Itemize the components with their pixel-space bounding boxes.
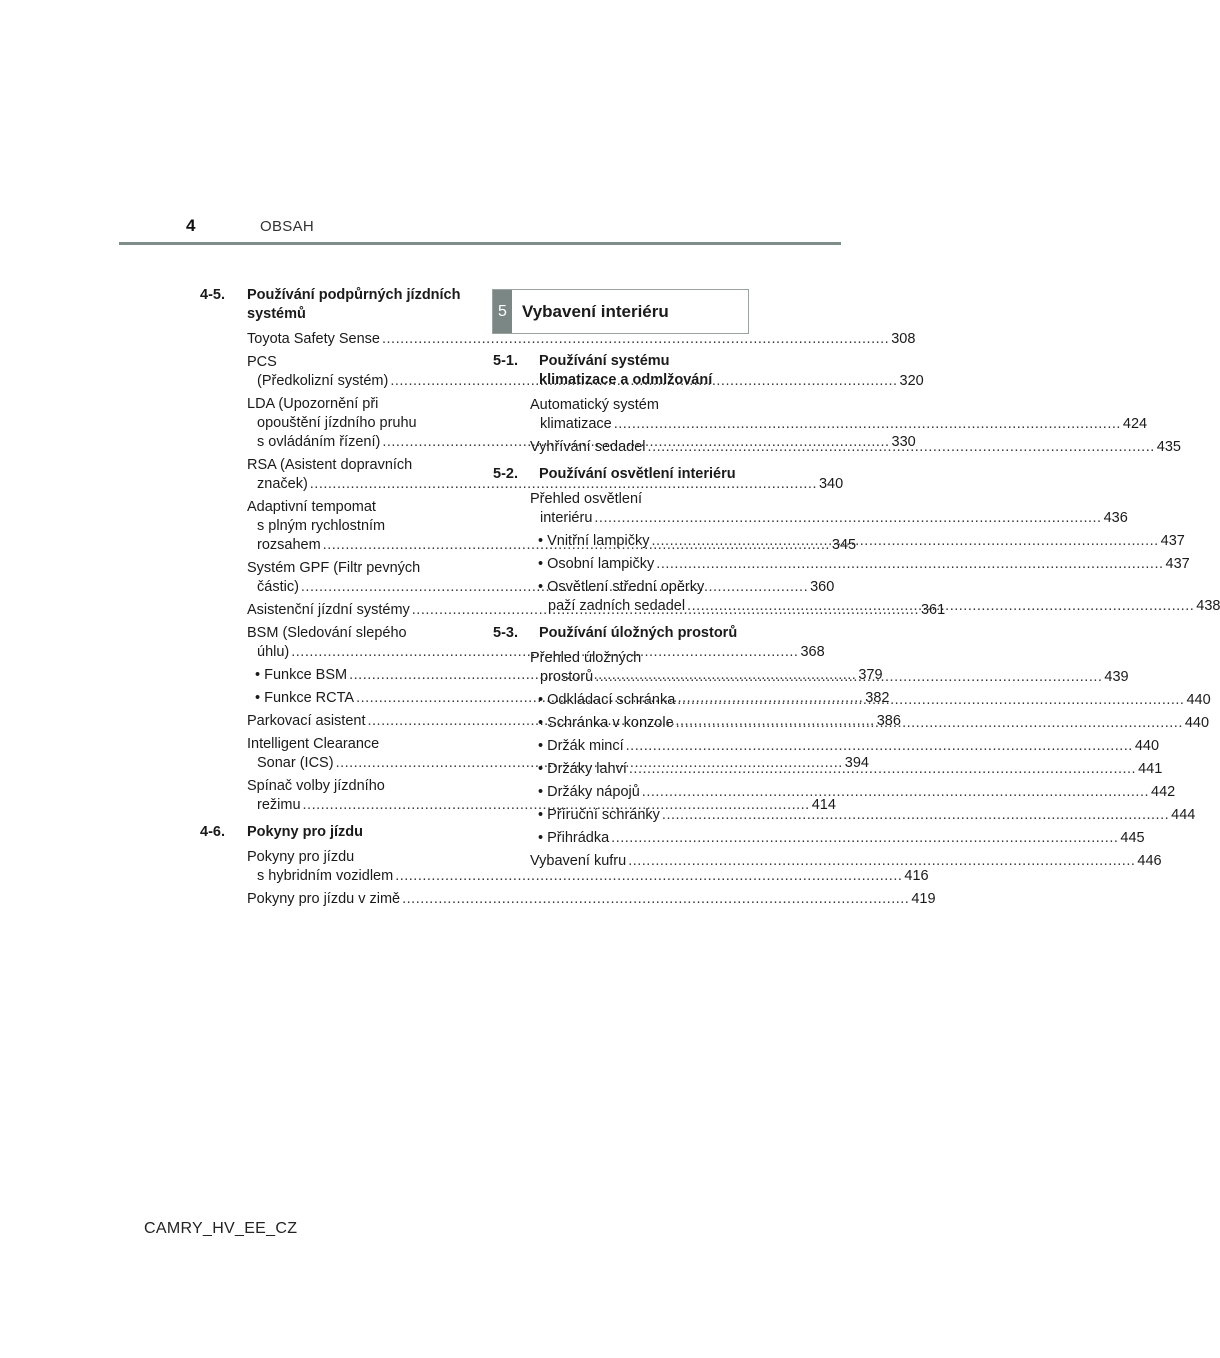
entry-text: značek) <box>257 476 308 492</box>
entry-text: • Odkládací schránka <box>538 692 676 708</box>
toc-entry[interactable] <box>247 330 916 349</box>
toc-entry[interactable] <box>530 396 1148 434</box>
entry-text: Intelligent Clearance <box>247 736 380 752</box>
toc-subentry[interactable] <box>530 829 1145 848</box>
entry-text: Parkovací asistent <box>247 713 366 729</box>
document-code: CAMRY_HV_EE_CZ <box>144 1220 298 1237</box>
entry-line <box>247 867 929 886</box>
entry-line <box>247 456 462 475</box>
entry-text: Adaptivní tempomat <box>247 499 376 515</box>
entry-text: Vybavení kufru <box>530 853 627 869</box>
entry-text: režimu <box>257 797 301 813</box>
entry-text: opouštění jízdního pruhu <box>257 415 417 431</box>
toc-subentry[interactable] <box>530 806 1196 825</box>
section-title: Používání osvětlení interiéru <box>539 466 736 482</box>
section-title: Používání úložných prostorů <box>539 625 738 641</box>
page-reference: 386 <box>876 713 901 729</box>
entry-line <box>247 559 462 578</box>
page-header <box>0 0 960 250</box>
toc-section-heading <box>200 286 462 324</box>
entry-text: paží zadních sedadel <box>548 598 686 614</box>
dot-leader <box>677 692 1184 708</box>
entry-text: PCS <box>247 354 277 370</box>
section-number: 4-6. <box>200 824 225 840</box>
section-number: 5-2. <box>493 466 518 482</box>
entry-text: • Funkce RCTA <box>255 690 355 706</box>
entry-line <box>247 517 462 536</box>
entry-text: • Osvětlení střední opěrky <box>538 579 705 595</box>
entry-line <box>247 353 462 372</box>
entry-text: Pokyny pro jízdu <box>247 849 355 865</box>
dot-leader <box>651 533 1158 549</box>
page-reference: 394 <box>844 755 869 771</box>
page-reference: 360 <box>810 579 835 595</box>
dot-leader <box>594 510 1101 526</box>
page-reference: 320 <box>899 373 924 389</box>
entry-text: • Příruční schránky <box>538 807 660 823</box>
dot-leader <box>595 669 1102 685</box>
page-reference: 416 <box>904 868 929 884</box>
entry-line <box>247 475 844 494</box>
entry-line <box>247 414 462 433</box>
entry-text: s ovládáním řízení) <box>257 434 381 450</box>
page-reference: 437 <box>1165 556 1190 572</box>
page-reference: 445 <box>1120 830 1145 846</box>
dot-leader <box>614 416 1121 432</box>
page-reference: 440 <box>1186 692 1211 708</box>
entry-line <box>530 415 1148 434</box>
entry-line <box>247 330 916 349</box>
page-reference: 444 <box>1171 807 1196 823</box>
entry-text: • Schránka v konzole <box>538 715 674 731</box>
section-title: Používání systému klimatizace a odmlžování <box>539 353 713 388</box>
toc-subentry[interactable] <box>530 737 1160 756</box>
entry-text: • Držáky nápojů <box>538 784 640 800</box>
entry-line <box>247 848 462 867</box>
entry-line <box>530 829 1145 848</box>
entry-text: úhlu) <box>257 644 290 660</box>
entry-line <box>247 395 462 414</box>
page-reference: 442 <box>1151 784 1176 800</box>
entry-line <box>530 578 745 597</box>
page-reference: 308 <box>891 331 916 347</box>
entry-text: Přehled osvětlení <box>530 491 643 507</box>
page-reference: 440 <box>1184 715 1210 731</box>
entry-line <box>530 509 1128 528</box>
entry-text: interiéru <box>540 510 593 526</box>
section-title: Pokyny pro jízdu <box>247 824 364 840</box>
entry-line <box>247 624 462 643</box>
dot-leader <box>687 598 1194 614</box>
page-number: 4 <box>186 216 196 235</box>
page-reference: 440 <box>1134 738 1160 754</box>
entry-text: částic) <box>257 579 299 595</box>
entry-text: • Vnitřní lampičky <box>538 533 650 549</box>
page-reference: 439 <box>1104 669 1129 685</box>
section-title: Používání podpůrných jízdních systémů <box>247 287 461 322</box>
page-reference: 435 <box>1156 439 1181 455</box>
entry-text: Přehled úložných <box>530 650 642 666</box>
page-reference: 446 <box>1137 853 1162 869</box>
toc-entry[interactable] <box>530 852 1162 871</box>
entry-text: Pokyny pro jízdu v zimě <box>247 891 401 907</box>
entry-line <box>530 490 745 509</box>
dot-leader <box>676 715 1183 731</box>
entry-text: s plným rychlostním <box>257 518 386 534</box>
entry-text: Vyhřívání sedadel <box>530 439 646 455</box>
page-reference: 379 <box>858 667 883 683</box>
entry-text: Spínač volby jízdního <box>247 778 385 794</box>
entry-text: (Předkolizní systém) <box>257 373 389 389</box>
page-reference: 340 <box>818 476 844 492</box>
page-reference: 368 <box>800 644 825 660</box>
toc-entry[interactable] <box>247 890 936 909</box>
entry-text: • Funkce BSM <box>255 667 348 683</box>
entry-line <box>530 396 745 415</box>
toc-section-heading <box>493 624 745 643</box>
entry-text: Systém GPF (Filtr pevných <box>247 560 421 576</box>
entry-text: rozsahem <box>257 537 321 553</box>
entry-text: Toyota Safety Sense <box>247 331 380 347</box>
entry-text: RSA (Asistent dopravních <box>247 457 413 473</box>
dot-leader <box>662 807 1169 823</box>
running-title: OBSAH <box>260 218 315 235</box>
entry-line <box>530 806 1196 825</box>
toc-section-heading <box>493 352 745 390</box>
toc-section-heading <box>493 465 745 484</box>
dot-leader <box>648 439 1155 455</box>
dot-leader <box>629 761 1136 777</box>
toc-section-heading <box>200 823 462 842</box>
entry-line <box>247 735 462 754</box>
page-reference: 424 <box>1122 416 1148 432</box>
page-reference: 419 <box>911 891 936 907</box>
entry-text: LDA (Upozornění při <box>247 396 379 412</box>
page-reference: 438 <box>1196 598 1220 614</box>
entry-line <box>530 737 1160 756</box>
entry-text: Asistenční jízdní systémy <box>247 602 410 618</box>
chapter-heading-box <box>492 289 749 334</box>
entry-line <box>247 890 936 909</box>
entry-text: • Osobní lampičky <box>538 556 655 572</box>
entry-line <box>530 555 1190 574</box>
page-reference: 441 <box>1138 761 1163 777</box>
section-number: 5-3. <box>493 625 518 641</box>
entry-line <box>247 498 462 517</box>
entry-text: s hybridním vozidlem <box>257 868 394 884</box>
dot-leader <box>611 830 1118 846</box>
entry-line <box>530 649 745 668</box>
entry-text: • Přihrádka <box>538 830 610 846</box>
page-reference: 330 <box>891 434 916 450</box>
entry-text: BSM (Sledování slepého <box>247 625 407 641</box>
page-reference: 345 <box>831 537 857 553</box>
page-reference: 414 <box>811 797 836 813</box>
chapter-number-tab: 5 <box>493 290 512 333</box>
section-number: 4-5. <box>200 287 225 303</box>
header-rule <box>119 242 841 245</box>
page-reference: 436 <box>1103 510 1128 526</box>
page-reference: 437 <box>1160 533 1185 549</box>
toc-subentry[interactable] <box>530 783 1176 802</box>
entry-text: klimatizace <box>540 416 612 432</box>
dot-leader <box>626 738 1133 754</box>
page-reference: 382 <box>865 690 890 706</box>
entry-line <box>530 783 1176 802</box>
dot-leader <box>628 853 1135 869</box>
entry-line <box>530 852 1162 871</box>
page-reference: 361 <box>920 602 946 618</box>
entry-text: • Držák mincí <box>538 738 624 754</box>
dot-leader <box>656 556 1163 572</box>
chapter-title: Vybavení interiéru <box>522 301 669 321</box>
entry-text: • Držáky lahví <box>538 761 627 777</box>
section-number: 5-1. <box>493 353 518 369</box>
entry-line <box>247 777 462 796</box>
dot-leader <box>402 891 909 907</box>
toc-entry[interactable] <box>530 490 1128 528</box>
entry-line <box>247 372 924 391</box>
entry-text: prostorů <box>540 669 594 685</box>
entry-text: Sonar (ICS) <box>257 755 334 771</box>
dot-leader <box>642 784 1149 800</box>
toc-subentry[interactable] <box>530 555 1190 574</box>
entry-text: Automatický systém <box>530 397 659 413</box>
